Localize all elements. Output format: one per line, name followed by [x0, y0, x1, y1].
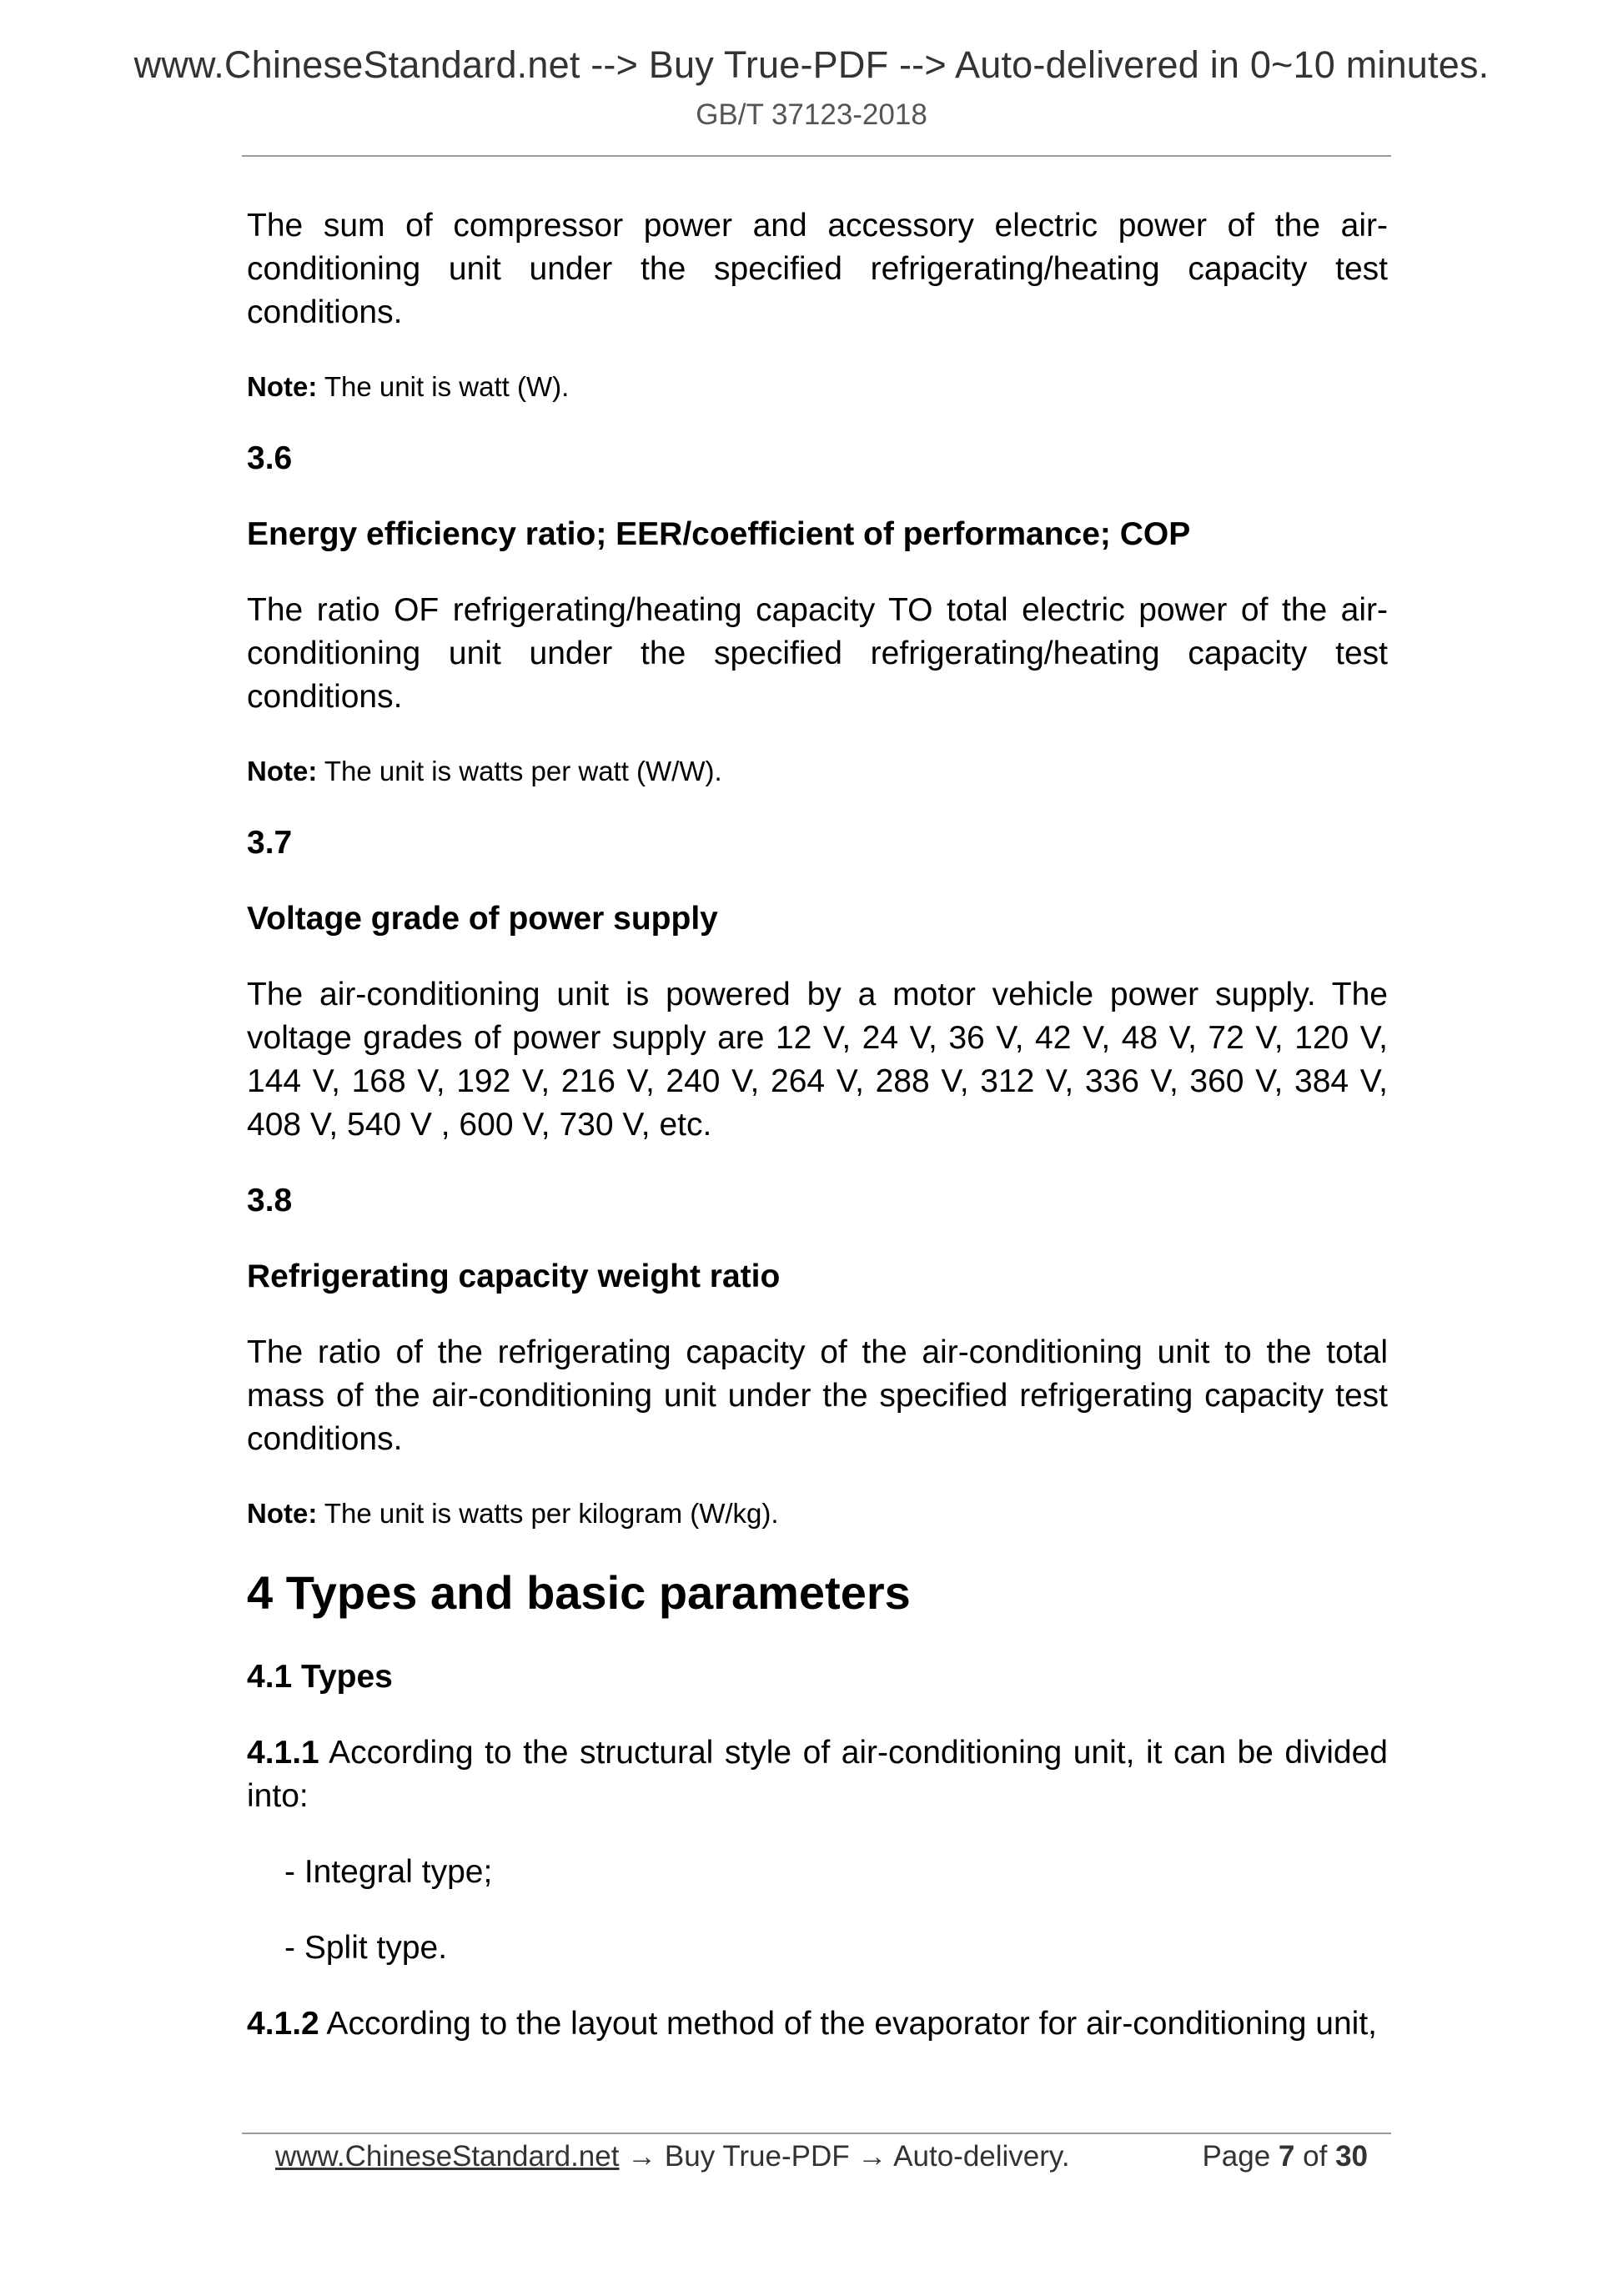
page-total: 30: [1335, 2140, 1368, 2173]
page-indicator: [1202, 2137, 1368, 2177]
term-title: Energy efficiency ratio; EER/coefficient of performance; COP: [247, 516, 1191, 552]
definition-paragraph: The air-conditioning unit is powered by a motor vehicle power supply. The voltage grades of power supply are 12 V, 24 V, 36 V, 42 V, 48 V, 72 V, 120 V, 144 V, 168 V, 192 V, 216 V, 240 V, 264 V, 288 V, 312 V, 336 V, 360 V, 384 V, 408 V, 540 V , 600 V, 730 V, etc.: [247, 977, 1388, 1143]
top-banner: www.ChineseStandard.net --> Buy True-PDF --> Auto-delivered in 0~10 minutes.: [133, 43, 1490, 86]
footer-text: → Buy True-PDF → Auto-delivery.: [619, 2140, 1070, 2173]
page-label: Page: [1202, 2140, 1271, 2173]
term-title: Refrigerating capacity weight ratio: [247, 1259, 781, 1294]
clause-number: 3.8: [247, 1183, 293, 1218]
term-title: Voltage grade of power supply: [247, 901, 718, 937]
list-item: - Integral type;: [284, 1854, 493, 1890]
page-content: [247, 204, 1388, 2078]
clause-number: 3.7: [247, 825, 293, 861]
clause-paragraph: [247, 1731, 1388, 1818]
definition-paragraph: The sum of compressor power and accessory electric power of the air-conditioning unit under the specified refrigerating/heating capacity test conditions.: [247, 208, 1388, 330]
note: [247, 367, 1388, 407]
list-item: - Split type.: [284, 1930, 448, 1966]
note-text: The unit is watt (W).: [317, 371, 570, 402]
footer-divider: [242, 2133, 1391, 2134]
clause-number: 4.1.1: [247, 1735, 319, 1771]
section-heading: 4.1 Types: [247, 1659, 393, 1695]
definition-paragraph: The ratio of the refrigerating capacity of the air-conditioning unit to the total mass of the air-conditioning unit under the specified refrigerating capacity test conditions.: [247, 1334, 1388, 1457]
note-label: Note:: [247, 756, 318, 786]
note-text: The unit is watts per watt (W/W).: [317, 756, 722, 786]
clause-text: According to the structural style of air-conditioning unit, it can be divided into:: [247, 1735, 1388, 1814]
clause-number: 3.6: [247, 440, 293, 476]
page-number: 7: [1278, 2140, 1295, 2173]
note: [247, 1494, 1388, 1534]
of-label: of: [1303, 2140, 1328, 2173]
note-label: Note:: [247, 1498, 318, 1529]
clause-text: According to the layout method of the evaporator for air-conditioning unit,: [319, 2006, 1378, 2042]
note-label: Note:: [247, 371, 318, 402]
definition-paragraph: The ratio OF refrigerating/heating capacity TO total electric power of the air-conditioning unit under the specified refrigerating/heating capacity test conditions.: [247, 592, 1388, 715]
clause-number: 4.1.2: [247, 2006, 319, 2042]
clause-paragraph: [247, 2002, 1388, 2046]
chapter-heading: 4 Types and basic parameters: [247, 1566, 911, 1619]
document-code: GB/T 37123-2018: [696, 98, 927, 131]
header-divider: [242, 155, 1391, 157]
footer: [275, 2137, 1368, 2177]
note-text: The unit is watts per kilogram (W/kg).: [317, 1498, 779, 1529]
footer-link[interactable]: www.ChineseStandard.net: [275, 2140, 620, 2173]
note: [247, 751, 1388, 791]
